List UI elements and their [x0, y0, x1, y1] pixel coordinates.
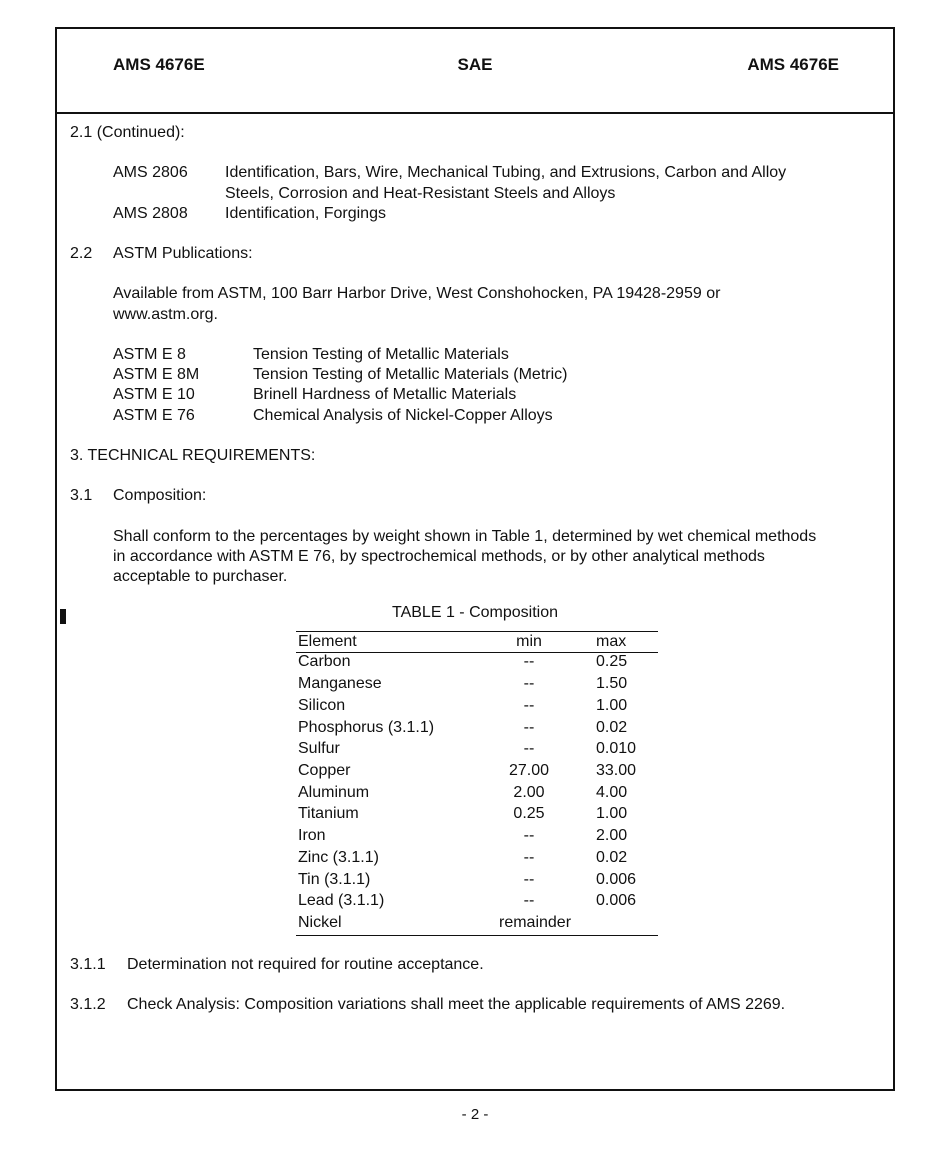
reference-title: Tension Testing of Metallic Materials [253, 346, 509, 363]
section-3-1-1-text: Determination not required for routine acceptance. [127, 956, 484, 973]
reference-title: Identification, Forgings [225, 205, 386, 222]
table-cell-min: -- [523, 849, 535, 866]
reference-code: ASTM E 10 [113, 386, 195, 403]
table-cell-element: Aluminum [298, 784, 370, 801]
table-cell-min: 27.00 [508, 762, 550, 779]
section-3-1-2-number: 3.1.2 [70, 996, 106, 1013]
reference-title: Chemical Analysis of Nickel-Copper Alloys [253, 407, 553, 424]
table-cell-min: -- [523, 740, 535, 757]
table-cell-min: -- [523, 827, 535, 844]
reference-code: ASTM E 8M [113, 366, 200, 383]
composition-paragraph-continued: acceptable to purchaser. [113, 568, 288, 585]
table-cell-element: Tin (3.1.1) [298, 871, 371, 888]
table-cell-max: 2.00 [596, 827, 628, 844]
table-cell-max: 1.50 [596, 675, 628, 692]
page-frame [55, 27, 895, 1091]
header-spec-number-right: AMS 4676E [747, 55, 839, 74]
section-3-1-number: 3.1 [70, 487, 93, 504]
reference-title: Brinell Hardness of Metallic Materials [253, 386, 517, 403]
table-cell-element: Zinc (3.1.1) [298, 849, 379, 866]
table-cell-element: Iron [298, 827, 326, 844]
page-number: - 2 - [461, 1106, 489, 1123]
astm-availability-text: Available from ASTM, 100 Barr Harbor Drive, West Conshohocken, PA 19428-2959 or [113, 285, 721, 302]
table-cell-max: 33.00 [596, 762, 637, 779]
reference-code: ASTM E 8 [113, 346, 186, 363]
reference-code: AMS 2808 [113, 205, 188, 222]
table-cell-min: -- [523, 871, 535, 888]
composition-paragraph: Shall conform to the percentages by weight shown in Table 1, determined by wet chemical methods [113, 528, 817, 545]
table-bottom-rule [296, 935, 658, 936]
table-cell-max: 4.00 [596, 784, 628, 801]
table-cell-element: Copper [298, 762, 351, 779]
reference-code: AMS 2806 [113, 164, 188, 181]
table-cell-max: 0.02 [596, 849, 628, 866]
table-cell-min: -- [523, 653, 535, 670]
table-cell-max: 0.010 [596, 740, 637, 757]
astm-availability-url: www.astm.org. [113, 306, 218, 323]
reference-title: Identification, Bars, Wire, Mechanical Tubing, and Extrusions, Carbon and Alloy [225, 164, 787, 181]
table-cell-element: Manganese [298, 675, 382, 692]
table-cell-min: -- [523, 892, 535, 909]
page-header [57, 29, 893, 114]
table-cell-element: Lead (3.1.1) [298, 892, 385, 909]
table-cell-max: 0.25 [596, 653, 628, 670]
section-3-1-1-number: 3.1.1 [70, 956, 106, 973]
table-1-title: TABLE 1 - Composition [392, 604, 558, 621]
reference-code: ASTM E 76 [113, 407, 195, 424]
reference-title-continued: Steels, Corrosion and Heat-Resistant Steels and Alloys [225, 185, 616, 202]
table-cell-max: 0.006 [596, 871, 637, 888]
section-2-2-number: 2.2 [70, 245, 93, 262]
table-cell-min: 2.00 [513, 784, 545, 801]
table-cell-element: Phosphorus (3.1.1) [298, 719, 435, 736]
header-organization: SAE [457, 55, 493, 74]
table-cell-min: -- [523, 675, 535, 692]
table-cell-element: Carbon [298, 653, 351, 670]
section-2-2-title: ASTM Publications: [113, 245, 253, 262]
table-cell-min: -- [523, 719, 535, 736]
table-cell-max: 1.00 [596, 805, 628, 822]
reference-title: Tension Testing of Metallic Materials (Metric) [253, 366, 568, 383]
table-cell-min: -- [523, 697, 535, 714]
table-cell-max: 1.00 [596, 697, 628, 714]
column-header-element: Element [298, 633, 357, 650]
section-3-heading: 3. TECHNICAL REQUIREMENTS: [70, 447, 316, 464]
section-3-1-2-text: Check Analysis: Composition variations shall meet the applicable requirements of AMS 2269. [127, 996, 786, 1013]
column-header-max: max [596, 633, 627, 650]
table-cell-max: 0.02 [596, 719, 628, 736]
table-cell-element: Titanium [298, 805, 359, 822]
table-cell-element: Sulfur [298, 740, 340, 757]
table-cell-element: Silicon [298, 697, 346, 714]
section-2-1-heading: 2.1 (Continued): [70, 124, 185, 141]
table-cell-min: remainder [499, 914, 572, 931]
column-header-min: min [516, 633, 542, 650]
section-3-1-title: Composition: [113, 487, 207, 504]
table-cell-min: 0.25 [513, 805, 545, 822]
table-cell-max: 0.006 [596, 892, 637, 909]
composition-paragraph-continued: in accordance with ASTM E 76, by spectrochemical methods, or by other analytical methods [113, 548, 765, 565]
table-cell-element: Nickel [298, 914, 342, 931]
header-spec-number-left: AMS 4676E [113, 55, 205, 74]
